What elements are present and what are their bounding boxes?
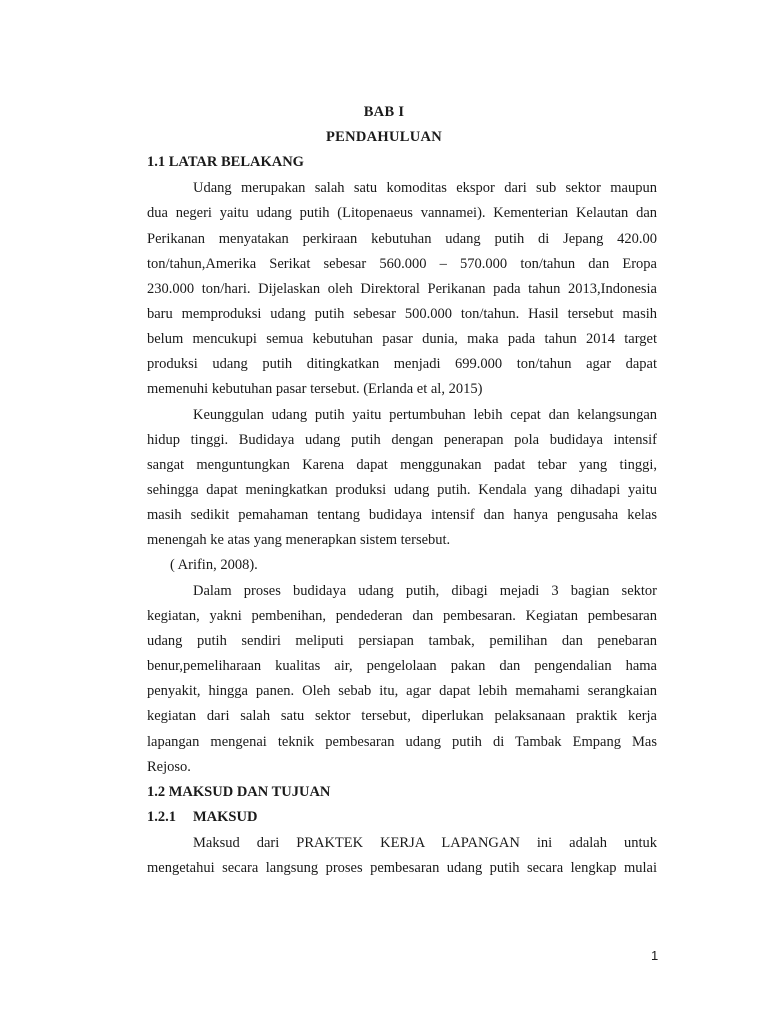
paragraph-line: produksi udang putih ditingkatkan menjadi 699.000 ton/tahun agar dapat xyxy=(147,356,657,372)
paragraph-line: baru memproduksi udang putih sebesar 500.000 ton/tahun. Hasil tersebut masih xyxy=(147,306,657,322)
paragraph-line: masih sedikit pemahaman tentang budidaya intensif dan hanya pengusaha kelas xyxy=(147,507,657,523)
subsection-title: MAKSUD xyxy=(193,809,258,825)
section-heading-1-2: 1.2 MAKSUD DAN TUJUAN xyxy=(147,784,331,800)
paragraph-line: sehingga dapat meningkatkan produksi udang putih. Kendala yang dihadapi yaitu xyxy=(147,482,657,498)
paragraph-line: udang putih sendiri meliputi persiapan tambak, pemilihan dan penebaran xyxy=(147,633,657,649)
paragraph-line: memenuhi kebutuhan pasar tersebut. (Erlanda et al, 2015) xyxy=(147,381,483,397)
paragraph-line: 230.000 ton/hari. Dijelaskan oleh Direktoral Perikanan pada tahun 2013,Indonesia xyxy=(147,281,657,297)
paragraph-line: sangat menguntungkan Karena dapat menggunakan padat tebar yang tinggi, xyxy=(147,457,657,473)
citation: ( Arifin, 2008). xyxy=(170,557,258,573)
paragraph-line: Keunggulan udang putih yaitu pertumbuhan lebih cepat dan kelangsungan xyxy=(193,407,657,423)
paragraph-line: mengetahui secara langsung proses pembesaran udang putih secara lengkap mulai xyxy=(147,860,657,876)
paragraph-line: ton/tahun,Amerika Serikat sebesar 560.000 – 570.000 ton/tahun dan Eropa xyxy=(147,256,657,272)
subsection-number: 1.2.1 xyxy=(147,809,176,825)
paragraph-line: penyakit, hingga panen. Oleh sebab itu, agar dapat lebih memahami serangkaian xyxy=(147,683,657,699)
paragraph-line: lapangan mengenai teknik pembesaran udang putih di Tambak Empang Mas xyxy=(147,734,657,750)
paragraph-line: Maksud dari PRAKTEK KERJA LAPANGAN ini adalah untuk xyxy=(193,835,657,851)
paragraph-line: kegiatan, yakni pembenihan, pendederan dan pembesaran. Kegiatan pembesaran xyxy=(147,608,657,624)
paragraph-line: Udang merupakan salah satu komoditas ekspor dari sub sektor maupun xyxy=(193,180,657,196)
paragraph-line: Rejoso. xyxy=(147,759,191,775)
paragraph-line: hidup tinggi. Budidaya udang putih dengan penerapan pola budidaya intensif xyxy=(147,432,657,448)
page-number: 1 xyxy=(651,948,659,963)
paragraph-line: benur,pemeliharaan kualitas air, pengelolaan pakan dan pengendalian hama xyxy=(147,658,657,674)
chapter-number: BAB I xyxy=(363,104,405,120)
paragraph-line: Dalam proses budidaya udang putih, dibagi mejadi 3 bagian sektor xyxy=(193,583,657,599)
paragraph-line: menengah ke atas yang menerapkan sistem tersebut. xyxy=(147,532,451,548)
paragraph-line: kegiatan dari salah satu sektor tersebut, diperlukan pelaksanaan praktik kerja xyxy=(147,708,657,724)
section-heading-1-1: 1.1 LATAR BELAKANG xyxy=(147,154,304,170)
paragraph-line: belum mencukupi semua kebutuhan pasar dunia, maka pada tahun 2014 target xyxy=(147,331,657,347)
chapter-title: PENDAHULUAN xyxy=(325,129,443,145)
paragraph-line: dua negeri yaitu udang putih (Litopenaeus vannamei). Kementerian Kelautan dan xyxy=(147,205,657,221)
paragraph-line: Perikanan menyatakan perkiraan kebutuhan udang putih di Jepang 420.00 xyxy=(147,231,657,247)
